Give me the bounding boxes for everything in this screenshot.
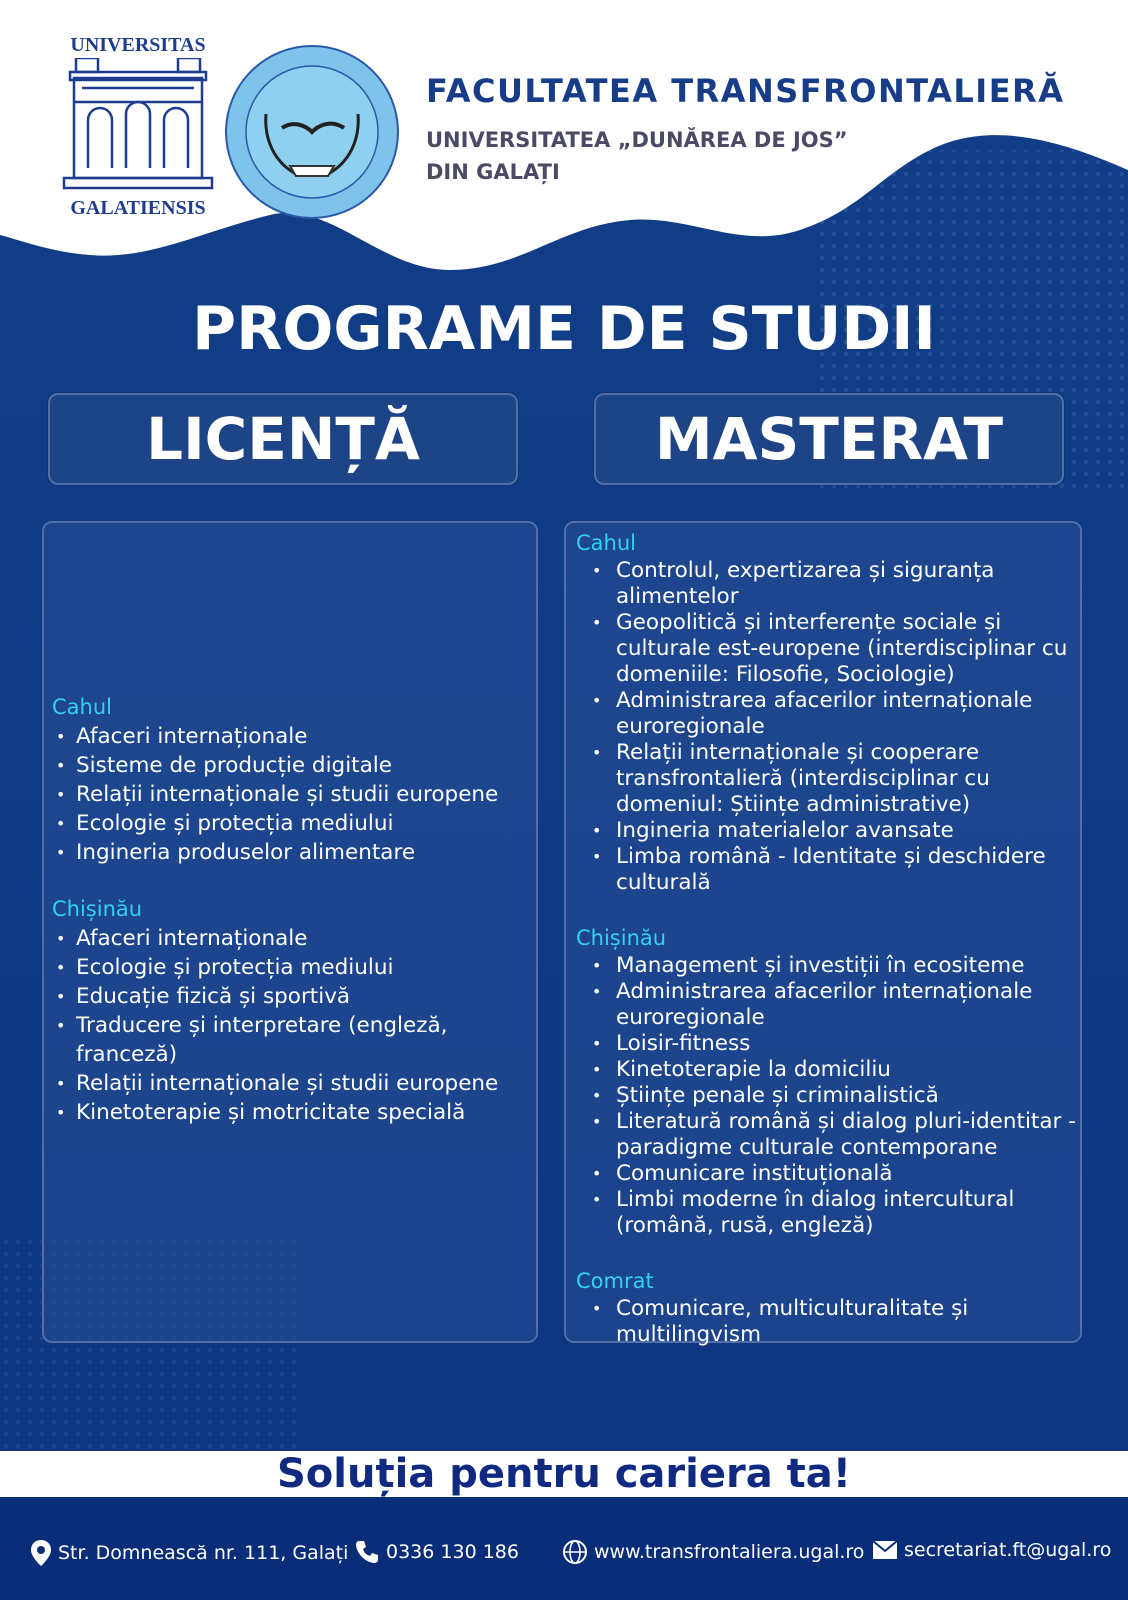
globe-icon — [562, 1539, 588, 1565]
university-logo — [50, 34, 226, 220]
list-item: • Relații internaționale și studii europene — [52, 1069, 532, 1098]
page-title: PROGRAME DE STUDII — [192, 294, 936, 364]
program-list — [576, 953, 1076, 1239]
footer-phone[interactable] — [354, 1539, 519, 1565]
slogan: Soluția pentru cariera ta! — [0, 1451, 1128, 1497]
list-item: • Limba română - Identitate și deschidere culturală — [576, 844, 1076, 896]
list-item: • Traducere și interpretare (engleză, franceză) — [52, 1011, 532, 1069]
campus-label: Chișinău — [576, 926, 667, 950]
footer-website[interactable] — [562, 1539, 864, 1565]
masterat-panel — [564, 521, 1082, 1347]
list-item: • Relații internaționale și studii europene — [52, 780, 532, 809]
website-link: www.transfrontaliera.ugal.ro — [594, 1541, 865, 1563]
university-name-line2: DIN GALAȚI — [426, 160, 560, 184]
program-list — [52, 722, 532, 867]
university-building-icon — [62, 58, 214, 198]
list-item: • Comunicare instituțională — [576, 1161, 1076, 1187]
university-name — [426, 124, 848, 188]
address-text: Str. Domnească nr. 111, Galați — [58, 1542, 349, 1564]
program-list — [576, 1296, 1076, 1348]
list-item: • Management și investiții în ecositeme — [576, 953, 1076, 979]
list-item: • Geopolitică și interferențe sociale și culturale est-europene (interdisciplinar cu domeniile: Filosofie, Sociologie) — [576, 610, 1076, 688]
phone-icon — [354, 1539, 380, 1565]
list-item: • Comunicare, multiculturalitate și multilingvism — [576, 1296, 1076, 1348]
tab-masterat: MASTERAT — [594, 393, 1064, 485]
list-item: • Relații internaționale și cooperare transfrontalieră (interdisciplinar cu domeniul: Științe administrative) — [576, 740, 1076, 818]
list-item: • Ecologie și protecția mediului — [52, 809, 532, 838]
list-item: • Administrarea afacerilor internaționale euroregionale — [576, 979, 1076, 1031]
licenta-panel — [42, 521, 538, 1343]
logo-top-text: UNIVERSITAS — [70, 34, 206, 56]
program-list — [52, 924, 532, 1127]
tab-licenta: LICENȚĂ — [48, 393, 518, 485]
university-name-line1: UNIVERSITATEA „DUNĂREA DE JOS” — [426, 128, 848, 152]
list-item: • Științe penale și criminalistică — [576, 1083, 1076, 1109]
faculty-name: FACULTATEA TRANSFRONTALIERĂ — [426, 72, 1065, 110]
program-list — [576, 558, 1076, 896]
phone-text: 0336 130 186 — [386, 1541, 519, 1563]
campus-label: Cahul — [52, 695, 112, 719]
email-link: secretariat.ft@ugal.ro — [904, 1539, 1112, 1561]
mail-icon — [872, 1540, 898, 1560]
list-item: • Afaceri internaționale — [52, 924, 532, 953]
list-item: • Ingineria materialelor avansate — [576, 818, 1076, 844]
campus-label: Cahul — [576, 531, 636, 555]
list-item: • Limbi moderne în dialog intercultural (română, rusă, engleză) — [576, 1187, 1076, 1239]
footer-address[interactable] — [30, 1539, 348, 1567]
faculty-seal — [224, 44, 400, 220]
list-item: • Literatură română și dialog pluri-identitar - paradigme culturale contemporane — [576, 1109, 1076, 1161]
list-item: • Administrarea afacerilor internaționale euroregionale — [576, 688, 1076, 740]
footer — [0, 1497, 1128, 1600]
list-item: • Sisteme de producție digitale — [52, 751, 532, 780]
list-item: • Loisir-fitness — [576, 1031, 1076, 1057]
location-pin-icon — [30, 1539, 52, 1567]
footer-email[interactable] — [872, 1539, 1111, 1561]
logo-bottom-text: GALATIENSIS — [70, 197, 206, 219]
list-item: • Ecologie și protecția mediului — [52, 953, 532, 982]
list-item: • Educație fizică și sportivă — [52, 982, 532, 1011]
list-item: • Kinetoterapie și motricitate specială — [52, 1098, 532, 1127]
list-item: • Controlul, expertizarea și siguranța alimentelor — [576, 558, 1076, 610]
list-item: • Afaceri internaționale — [52, 722, 532, 751]
list-item: • Kinetoterapie la domiciliu — [576, 1057, 1076, 1083]
campus-label: Chișinău — [52, 897, 143, 921]
campus-label: Comrat — [576, 1269, 654, 1293]
list-item: • Ingineria produselor alimentare — [52, 838, 532, 867]
